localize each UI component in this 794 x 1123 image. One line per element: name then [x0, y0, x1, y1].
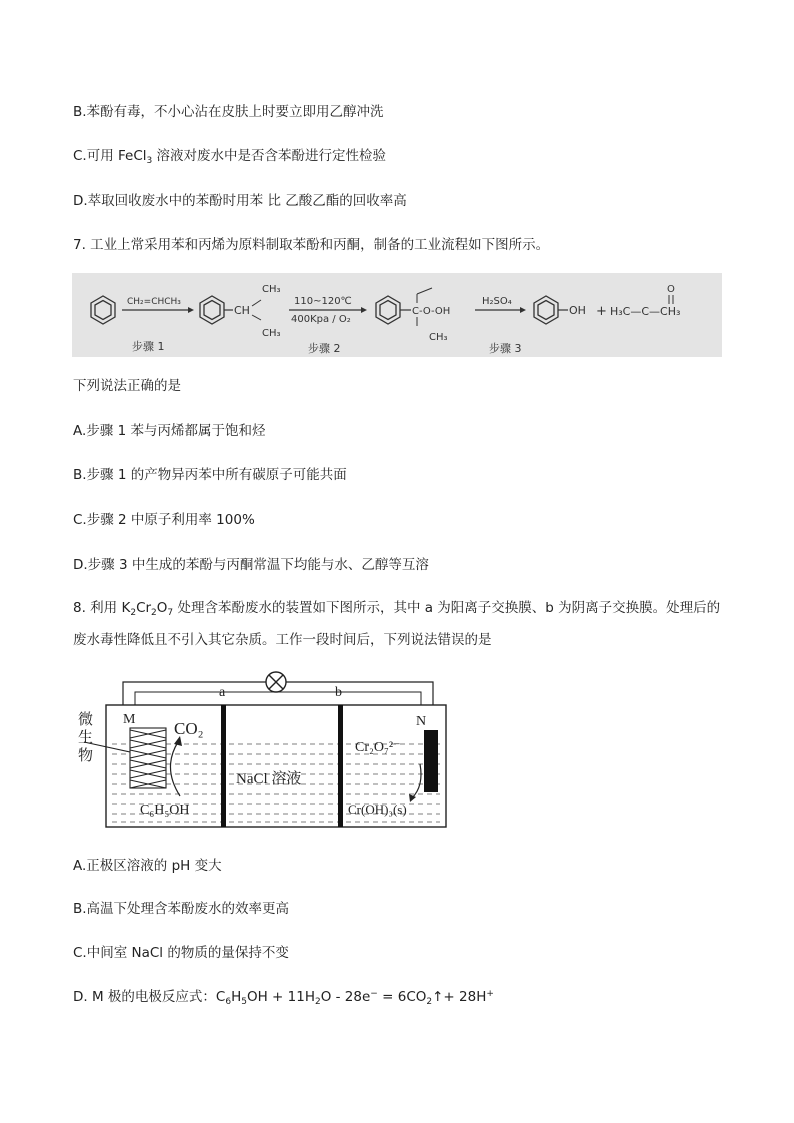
ch3-top: CH₃ [262, 284, 281, 295]
q8-stem-text: 处理含苯酚废水的装置如下图所示，其中 a 为阳离子交换膜、b 为阴离子交换膜。处理后的 [173, 600, 721, 616]
nacl-solution-label: NaCl 溶液 [236, 771, 302, 787]
q7-stem: 7. 工业上常采用苯和丙烯为原料制取苯酚和丙酮，制备的工业流程如下图所示。 [73, 237, 550, 253]
q8-option-d-sub: 5 [241, 997, 247, 1007]
q8-option-d-text: H [231, 989, 242, 1005]
q8-option-a: A.正极区溶液的 pH 变大 [73, 858, 222, 874]
q7-prompt: 下列说法正确的是 [73, 378, 181, 394]
q6-option-d: D.萃取回收废水中的苯酚时用苯 比 乙酸乙酯的回收率高 [73, 193, 407, 209]
step-3-label: 步骤 3 [489, 342, 522, 355]
q8-option-d-text: ↑+ 28H [432, 989, 487, 1005]
q8-option-d-sub: 6 [225, 997, 232, 1007]
condition-pressure: 400Kpa / O₂ [291, 314, 351, 325]
oh-group: OH [569, 304, 586, 317]
q8-option-d-text: = 6CO [377, 989, 427, 1005]
electrode-m-label: M [123, 712, 136, 727]
ch-group: CH [234, 304, 250, 317]
chromium-hydroxide-label: Cr(OH)₃(s) [348, 802, 407, 817]
q8-option-d-text: OH + 11H [246, 989, 315, 1005]
electrode-m [84, 728, 166, 788]
q6-option-b: B.苯酚有毒，不小心沾在皮肤上时要立即用乙醇冲洗 [73, 104, 384, 120]
carbonyl-oxygen: O [667, 284, 675, 295]
dichromate-label: Cr₂O₇²⁻ [355, 740, 401, 755]
q7-option-c: C.步骤 2 中原子利用率 100% [73, 512, 255, 528]
plus-sign: + [596, 304, 607, 319]
condition-temperature: 110~120℃ [294, 296, 352, 307]
q7-option-d: D.步骤 3 中生成的苯酚与丙酮常温下均能与水、乙醇等互溶 [73, 557, 429, 573]
step-1-label: 步骤 1 [132, 340, 165, 353]
q7-option-a: A.步骤 1 苯与丙烯都属于饱和烃 [73, 423, 266, 439]
q8-stem-text: 8. 利用 K [73, 600, 131, 616]
q6-option-c-pre: C.可用 FeCl [73, 148, 147, 164]
q8-stem-text: Cr [136, 600, 152, 616]
lamp-icon [266, 672, 286, 692]
membrane-b-label: b [335, 685, 342, 700]
membrane-b [338, 705, 343, 827]
reagent-sulfuric-acid: H₂SO₄ [482, 296, 512, 307]
microbe-label-1: 微 [78, 710, 94, 728]
electrolysis-cell-diagram [76, 668, 456, 833]
co2-label: CO₂ [174, 719, 204, 738]
q8-option-d [73, 988, 494, 1006]
q8-option-b: B.高温下处理含苯酚废水的效率更高 [73, 901, 290, 917]
step-2-label: 步骤 2 [308, 342, 341, 355]
phenol-label: C₆H₅OH [140, 803, 190, 818]
q8-option-c: C.中间室 NaCl 的物质的量保持不变 [73, 945, 289, 961]
q8-stem-sub: 7 [167, 608, 174, 618]
q8-option-d-text: D. M 极的电极反应式：C [73, 989, 226, 1005]
reaction-scheme-image [72, 273, 722, 357]
q8-option-d-sup: + [486, 989, 494, 999]
microbe-label-2: 生 [78, 728, 94, 746]
membrane-a-label: a [219, 685, 226, 700]
q8-stem-sub: 2 [151, 608, 157, 618]
q6-option-c [73, 147, 386, 165]
ch3-lower: CH₃ [429, 332, 448, 343]
q6-option-c-sub: 3 [146, 156, 153, 166]
c-o-oh-group: C-O-OH [412, 306, 451, 317]
q8-stem-line-2: 废水毒性降低且不引入其它杂质。工作一段时间后，下列说法错误的是 [73, 632, 492, 648]
q6-option-c-post: 溶液对废水中是否含苯酚进行定性检验 [152, 148, 387, 164]
electrode-n [424, 730, 438, 792]
reagent-propene: CH₂=CHCH₃ [127, 297, 181, 307]
q7-option-b: B.步骤 1 的产物异丙苯中所有碳原子可能共面 [73, 467, 347, 483]
q8-option-d-sub: 2 [426, 997, 433, 1007]
membrane-a [221, 705, 226, 827]
acetone-formula: H₃C—C—CH₃ [610, 305, 681, 318]
q8-stem-line-1 [73, 599, 720, 617]
q8-stem-sub: 2 [130, 608, 137, 618]
electrode-n-label: N [416, 714, 427, 729]
q8-stem-text: O [156, 600, 168, 616]
q8-option-d-text: O - 28e [320, 989, 371, 1005]
q8-option-d-sub: 2 [314, 997, 321, 1007]
q8-option-d-sup: − [370, 989, 378, 999]
ch3-bottom: CH₃ [262, 328, 281, 339]
microbe-label-3: 物 [78, 746, 94, 764]
